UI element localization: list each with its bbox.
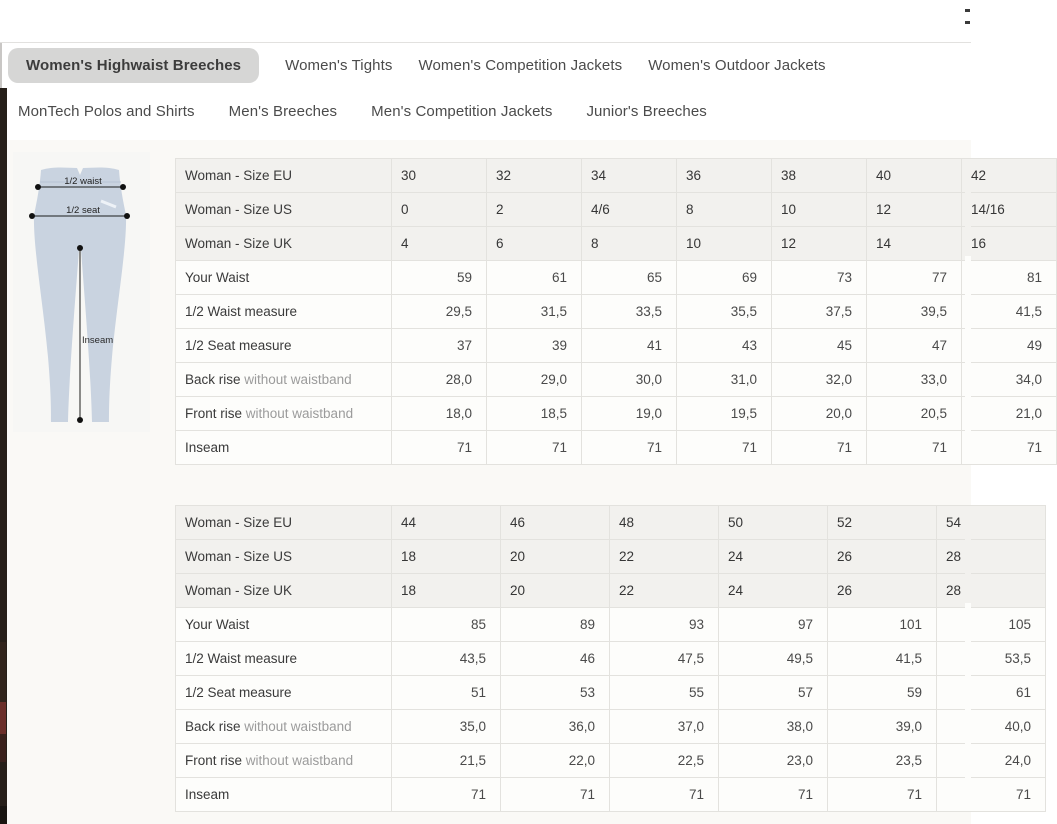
row-label-main: Woman - Size EU <box>185 515 293 530</box>
table-row <box>176 295 1057 329</box>
value-cell: 30,0 <box>582 363 677 397</box>
tab-women-s-outdoor-jackets[interactable]: Women's Outdoor Jackets <box>648 57 826 74</box>
value-cell: 37,5 <box>772 295 867 329</box>
value-cell: 31,5 <box>487 295 582 329</box>
table-row <box>176 159 1057 193</box>
row-label-suffix: without waistband <box>240 719 352 734</box>
table-row <box>176 363 1057 397</box>
value-cell: 37,0 <box>610 710 719 744</box>
scrollbar-fragment[interactable] <box>965 21 970 24</box>
value-cell: 20,0 <box>772 397 867 431</box>
size-table-small-sizes <box>175 158 1057 465</box>
tab-men-s-competition-jackets[interactable]: Men's Competition Jackets <box>371 103 553 120</box>
value-cell: 71 <box>582 431 677 465</box>
value-cell: 33,5 <box>582 295 677 329</box>
size-cell: 18 <box>392 540 501 574</box>
size-cell: 42 <box>962 159 1057 193</box>
row-label-main: Woman - Size EU <box>185 168 293 183</box>
row-label-main: 1/2 Waist measure <box>185 304 298 319</box>
value-cell: 40,0 <box>937 710 1046 744</box>
table-row <box>176 540 1046 574</box>
row-label-suffix: without waistband <box>240 372 352 387</box>
value-cell: 71 <box>867 431 962 465</box>
value-cell: 23,5 <box>828 744 937 778</box>
value-cell: 21,0 <box>962 397 1057 431</box>
table-row <box>176 574 1046 608</box>
size-cell: 24 <box>719 574 828 608</box>
value-cell: 71 <box>487 431 582 465</box>
row-label <box>176 608 392 642</box>
size-cell: 30 <box>392 159 487 193</box>
size-cell: 2 <box>487 193 582 227</box>
row-label-main: Front rise <box>185 753 243 768</box>
size-cell: 14 <box>867 227 962 261</box>
value-cell: 35,0 <box>392 710 501 744</box>
size-cell: 26 <box>828 574 937 608</box>
value-cell: 61 <box>937 676 1046 710</box>
table-row <box>176 193 1057 227</box>
value-cell: 55 <box>610 676 719 710</box>
value-cell: 47,5 <box>610 642 719 676</box>
value-cell: 85 <box>392 608 501 642</box>
value-cell: 37 <box>392 329 487 363</box>
value-cell: 71 <box>610 778 719 812</box>
row-label-main: Back rise <box>185 372 241 387</box>
measure-dot <box>77 245 83 251</box>
value-cell: 23,0 <box>719 744 828 778</box>
value-cell: 71 <box>719 778 828 812</box>
value-cell: 49,5 <box>719 642 828 676</box>
value-cell: 45 <box>772 329 867 363</box>
breeches-figure-icon <box>13 152 150 432</box>
row-label <box>176 778 392 812</box>
value-cell: 71 <box>392 431 487 465</box>
value-cell: 77 <box>867 261 962 295</box>
value-cell: 71 <box>772 431 867 465</box>
measure-dot <box>77 417 83 423</box>
value-cell: 35,5 <box>677 295 772 329</box>
value-cell: 73 <box>772 261 867 295</box>
size-cell: 20 <box>501 540 610 574</box>
size-cell: 10 <box>677 227 772 261</box>
size-cell: 10 <box>772 193 867 227</box>
value-cell: 22,5 <box>610 744 719 778</box>
value-cell: 49 <box>962 329 1057 363</box>
size-cell: 0 <box>392 193 487 227</box>
value-cell: 33,0 <box>867 363 962 397</box>
value-cell: 29,5 <box>392 295 487 329</box>
value-cell: 46 <box>501 642 610 676</box>
row-label <box>176 642 392 676</box>
table-row <box>176 329 1057 363</box>
size-cell: 4 <box>392 227 487 261</box>
size-cell: 44 <box>392 506 501 540</box>
value-cell: 59 <box>828 676 937 710</box>
value-cell: 41 <box>582 329 677 363</box>
table-row <box>176 608 1046 642</box>
seat-measure-label: 1/2 seat <box>66 205 100 216</box>
table-row <box>176 261 1057 295</box>
waist-measure-label: 1/2 waist <box>64 176 102 187</box>
row-label <box>176 397 392 431</box>
row-label-main: Woman - Size US <box>185 202 293 217</box>
size-cell: 8 <box>677 193 772 227</box>
value-cell: 71 <box>501 778 610 812</box>
table-row <box>176 676 1046 710</box>
row-label-main: Front rise <box>185 406 243 421</box>
page-edge-backdrop <box>0 642 6 762</box>
row-label-suffix: without waistband <box>242 753 354 768</box>
row-label-main: Woman - Size US <box>185 549 293 564</box>
row-label <box>176 676 392 710</box>
value-cell: 61 <box>487 261 582 295</box>
value-cell: 21,5 <box>392 744 501 778</box>
table-cutoff-column <box>965 159 971 449</box>
size-cell: 38 <box>772 159 867 193</box>
value-cell: 19,5 <box>677 397 772 431</box>
value-cell: 71 <box>392 778 501 812</box>
table-row <box>176 227 1057 261</box>
scrollbar-fragment[interactable] <box>965 9 970 12</box>
tab-women-s-highwaist-breeches[interactable]: Women's Highwaist Breeches <box>8 48 259 83</box>
size-cell: 16 <box>962 227 1057 261</box>
row-label-main: Woman - Size UK <box>185 583 293 598</box>
row-label-main: 1/2 Seat measure <box>185 685 292 700</box>
size-guide-figure <box>13 152 150 432</box>
value-cell: 31,0 <box>677 363 772 397</box>
row-label <box>176 574 392 608</box>
size-cell: 24 <box>719 540 828 574</box>
size-cell: 40 <box>867 159 962 193</box>
value-cell: 93 <box>610 608 719 642</box>
size-cell: 20 <box>501 574 610 608</box>
measure-dot <box>124 213 130 219</box>
size-cell: 8 <box>582 227 677 261</box>
value-cell: 51 <box>392 676 501 710</box>
value-cell: 43 <box>677 329 772 363</box>
size-cell: 14/16 <box>962 193 1057 227</box>
value-cell: 41,5 <box>962 295 1057 329</box>
value-cell: 19,0 <box>582 397 677 431</box>
value-cell: 24,0 <box>937 744 1046 778</box>
value-cell: 39,5 <box>867 295 962 329</box>
tab-montech-polos-and-shirts[interactable]: MonTech Polos and Shirts <box>18 103 195 120</box>
row-label-main: 1/2 Waist measure <box>185 651 298 666</box>
row-label-main: Woman - Size UK <box>185 236 293 251</box>
row-label <box>176 193 392 227</box>
row-label <box>176 261 392 295</box>
value-cell: 39,0 <box>828 710 937 744</box>
row-label <box>176 329 392 363</box>
size-cell: 18 <box>392 574 501 608</box>
size-cell: 6 <box>487 227 582 261</box>
row-label <box>176 744 392 778</box>
row-label <box>176 710 392 744</box>
value-cell: 65 <box>582 261 677 295</box>
tab-men-s-breeches[interactable]: Men's Breeches <box>228 103 338 120</box>
tab-women-s-competition-jackets[interactable]: Women's Competition Jackets <box>418 57 623 74</box>
size-cell: 12 <box>867 193 962 227</box>
value-cell: 89 <box>501 608 610 642</box>
table-row <box>176 710 1046 744</box>
size-cell: 34 <box>582 159 677 193</box>
value-cell: 22,0 <box>501 744 610 778</box>
category-tab-row-2 <box>0 94 707 129</box>
row-label-suffix: without waistband <box>242 406 354 421</box>
value-cell: 38,0 <box>719 710 828 744</box>
row-label-main: Your Waist <box>185 617 250 632</box>
value-cell: 69 <box>677 261 772 295</box>
table-cutoff-column <box>965 506 971 796</box>
size-cell: 4/6 <box>582 193 677 227</box>
value-cell: 34,0 <box>962 363 1057 397</box>
size-cell: 12 <box>772 227 867 261</box>
size-cell: 28 <box>937 540 1046 574</box>
size-cell: 46 <box>501 506 610 540</box>
table-row <box>176 642 1046 676</box>
value-cell: 105 <box>937 608 1046 642</box>
measure-dot <box>35 184 41 190</box>
value-cell: 71 <box>937 778 1046 812</box>
value-cell: 53 <box>501 676 610 710</box>
table-row <box>176 397 1057 431</box>
size-cell: 52 <box>828 506 937 540</box>
modal-top-bar <box>0 0 971 43</box>
value-cell: 43,5 <box>392 642 501 676</box>
tab-junior-s-breeches[interactable]: Junior's Breeches <box>586 103 707 120</box>
row-label-main: Inseam <box>185 440 230 455</box>
size-cell: 50 <box>719 506 828 540</box>
table-row <box>176 431 1057 465</box>
row-label <box>176 363 392 397</box>
value-cell: 53,5 <box>937 642 1046 676</box>
table-row <box>176 778 1046 812</box>
row-label <box>176 159 392 193</box>
row-label <box>176 227 392 261</box>
row-label-main: Your Waist <box>185 270 250 285</box>
tab-women-s-tights[interactable]: Women's Tights <box>285 57 393 74</box>
value-cell: 18,5 <box>487 397 582 431</box>
size-table-large-sizes <box>175 505 1046 812</box>
value-cell: 36,0 <box>501 710 610 744</box>
value-cell: 41,5 <box>828 642 937 676</box>
table-row <box>176 506 1046 540</box>
value-cell: 57 <box>719 676 828 710</box>
value-cell: 71 <box>677 431 772 465</box>
value-cell: 71 <box>828 778 937 812</box>
value-cell: 59 <box>392 261 487 295</box>
value-cell: 101 <box>828 608 937 642</box>
value-cell: 20,5 <box>867 397 962 431</box>
value-cell: 39 <box>487 329 582 363</box>
size-cell: 22 <box>610 574 719 608</box>
size-cell: 32 <box>487 159 582 193</box>
table-row <box>176 744 1046 778</box>
size-cell: 36 <box>677 159 772 193</box>
value-cell: 71 <box>962 431 1057 465</box>
value-cell: 81 <box>962 261 1057 295</box>
value-cell: 47 <box>867 329 962 363</box>
inseam-measure-label: Inseam <box>82 335 114 346</box>
size-cell: 26 <box>828 540 937 574</box>
measure-dot <box>120 184 126 190</box>
category-tab-row-1 <box>0 48 826 83</box>
value-cell: 97 <box>719 608 828 642</box>
value-cell: 28,0 <box>392 363 487 397</box>
row-label <box>176 540 392 574</box>
size-cell: 28 <box>937 574 1046 608</box>
row-label-main: 1/2 Seat measure <box>185 338 292 353</box>
size-cell: 54 <box>937 506 1046 540</box>
value-cell: 29,0 <box>487 363 582 397</box>
value-cell: 18,0 <box>392 397 487 431</box>
row-label-main: Inseam <box>185 787 230 802</box>
size-cell: 48 <box>610 506 719 540</box>
row-label-main: Back rise <box>185 719 241 734</box>
size-cell: 22 <box>610 540 719 574</box>
row-label <box>176 506 392 540</box>
value-cell: 32,0 <box>772 363 867 397</box>
row-label <box>176 431 392 465</box>
row-label <box>176 295 392 329</box>
measure-dot <box>29 213 35 219</box>
